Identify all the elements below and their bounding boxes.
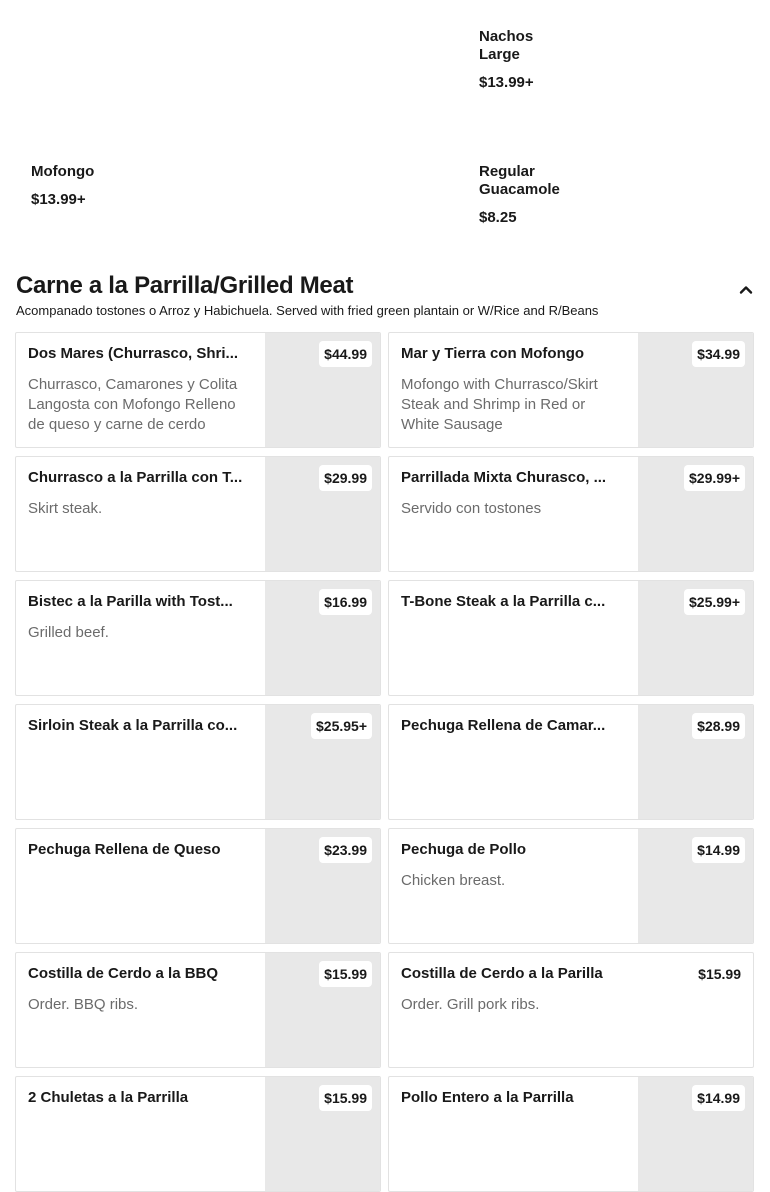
section-description: Acompanado tostones o Arroz y Habichuela. Served with fried green plantain or W/Rice and R/Beans	[16, 303, 599, 318]
item-price: $13.99+	[479, 74, 534, 91]
item-price: $14.99	[692, 837, 745, 863]
menu-item-card[interactable]	[388, 580, 754, 696]
item-price: $15.99	[319, 961, 372, 987]
item-price: $28.99	[692, 713, 745, 739]
item-name: Pollo Entero a la Parrilla	[401, 1089, 574, 1106]
menu-item-card[interactable]	[388, 1076, 754, 1192]
item-price: $15.99	[698, 966, 741, 982]
item-name: 2 Chuletas a la Parrilla	[28, 1089, 189, 1106]
menu-item-card[interactable]	[15, 456, 381, 572]
item-description: Skirt steak.	[28, 500, 103, 517]
item-price: $25.99+	[684, 589, 745, 615]
item-name: Parrillada Mixta Churasco, ...	[401, 469, 607, 486]
menu-item-card[interactable]	[388, 332, 754, 448]
item-name: Mar y Tierra con Mofongo	[401, 345, 585, 362]
item-name: Churrasco a la Parrilla con T...	[28, 469, 243, 486]
item-description: Servido con tostones	[401, 500, 542, 517]
menu-item-tile[interactable]	[475, 155, 617, 226]
item-description: Grilled beef.	[28, 624, 109, 641]
item-price: $25.95+	[311, 713, 372, 739]
menu-item-card[interactable]	[388, 456, 754, 572]
menu-item-card[interactable]	[15, 952, 381, 1068]
menu-item-card[interactable]	[15, 332, 381, 448]
item-price: $14.99	[692, 1085, 745, 1111]
item-name: Pechuga de Pollo	[401, 841, 527, 858]
item-price: $34.99	[692, 341, 745, 367]
menu-item-card[interactable]	[388, 704, 754, 820]
menu-item-card[interactable]	[15, 1076, 381, 1192]
menu-item-card[interactable]	[15, 704, 381, 820]
item-name: Costilla de Cerdo a la BBQ	[28, 965, 219, 982]
item-name: Pechuga Rellena de Camar...	[401, 717, 606, 734]
section-header	[16, 270, 756, 319]
item-name: Bistec a la Parilla with Tost...	[28, 593, 233, 610]
item-price: $29.99+	[684, 465, 745, 491]
section-title: Carne a la Parrilla/Grilled Meat	[16, 272, 354, 299]
item-name: Dos Mares (Churrasco, Shri...	[28, 345, 239, 362]
item-name: Mofongo	[31, 163, 95, 180]
menu-item-tile[interactable]	[27, 155, 95, 219]
item-name: Sirloin Steak a la Parrilla co...	[28, 717, 238, 734]
item-description: Order. Grill pork ribs.	[401, 996, 540, 1013]
item-name: Regular Guacamole	[479, 163, 560, 198]
item-price: $15.99	[319, 1085, 372, 1111]
menu-item-card[interactable]	[388, 952, 754, 1068]
item-price: $8.25	[479, 209, 517, 226]
menu-item-tile[interactable]	[475, 20, 575, 91]
item-description: Churrasco, Camarones y Colita Langosta con Mofongo Relleno de queso y carne de cerdo	[28, 376, 238, 433]
menu-item-card[interactable]	[15, 580, 381, 696]
item-name: Nachos Large	[479, 28, 534, 63]
item-name: Costilla de Cerdo a la Parilla	[401, 965, 603, 982]
item-description: Mofongo with Churrasco/Skirt Steak and Shrimp in Red or White Sausage	[401, 376, 598, 433]
chevron-up-icon[interactable]	[736, 280, 756, 300]
item-name: T-Bone Steak a la Parrilla c...	[401, 593, 606, 610]
item-description: Chicken breast.	[401, 872, 506, 889]
item-price: $44.99	[319, 341, 372, 367]
item-price: $13.99+	[31, 191, 86, 208]
item-name: Pechuga Rellena de Queso	[28, 841, 221, 858]
item-price: $16.99	[319, 589, 372, 615]
menu-item-card[interactable]	[388, 828, 754, 944]
item-description: Order. BBQ ribs.	[28, 996, 139, 1013]
item-price: $29.99	[319, 465, 372, 491]
item-price: $23.99	[319, 837, 372, 863]
menu-item-card[interactable]	[15, 828, 381, 944]
